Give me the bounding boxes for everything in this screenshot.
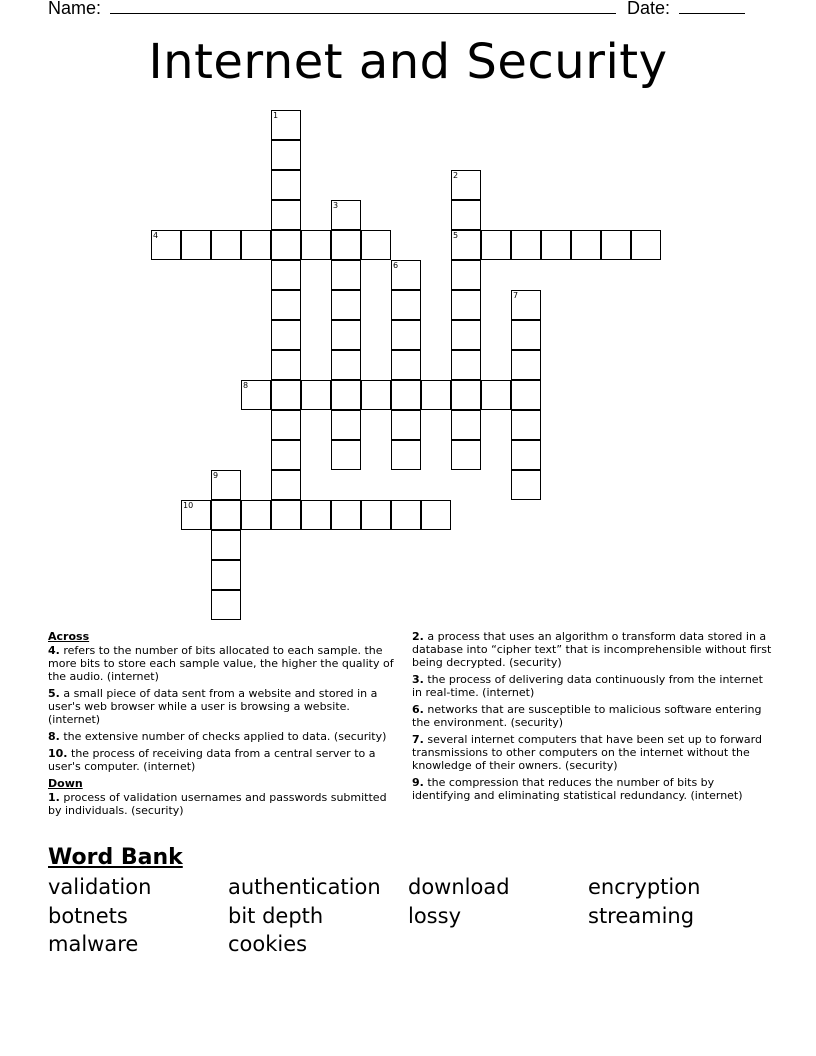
grid-cell[interactable] xyxy=(451,230,481,260)
across-clue-list xyxy=(48,644,400,773)
clue-number: 10. xyxy=(48,747,68,760)
grid-cell[interactable] xyxy=(271,440,301,470)
grid-cell[interactable] xyxy=(451,200,481,230)
grid-cell[interactable] xyxy=(451,320,481,350)
clue-text: refers to the number of bits allocated to each sample. the more bits to store each sample value, the higher the quality of the audio. (internet) xyxy=(48,644,394,683)
clue-number: 8. xyxy=(48,730,60,743)
grid-cell[interactable] xyxy=(601,230,631,260)
word-bank-item: encryption xyxy=(588,875,701,899)
name-label: Name: xyxy=(48,0,102,18)
word-bank-item: download xyxy=(408,875,510,899)
clue-text: the compression that reduces the number of bits by identifying and eliminating statistical redundancy. (internet) xyxy=(412,776,743,802)
down-clue xyxy=(48,791,400,817)
grid-cell[interactable] xyxy=(451,260,481,290)
across-heading: Across xyxy=(48,630,90,643)
grid-cell[interactable] xyxy=(361,230,391,260)
clue-number: 5. xyxy=(48,687,60,700)
grid-cell[interactable] xyxy=(211,590,241,620)
clue-text: the extensive number of checks applied to data. (security) xyxy=(63,730,387,743)
clue-number: 10 xyxy=(183,501,194,510)
grid-cell[interactable] xyxy=(241,230,271,260)
grid-cell[interactable] xyxy=(211,470,241,500)
word-bank-item: validation xyxy=(48,875,152,899)
grid-cell[interactable] xyxy=(391,260,421,290)
grid-cell[interactable] xyxy=(481,230,511,260)
word-bank-item: cookies xyxy=(228,932,308,956)
date-blank[interactable] xyxy=(679,0,745,14)
word-bank-item: bit depth xyxy=(228,903,324,928)
grid-cell[interactable] xyxy=(301,380,331,410)
name-field[interactable] xyxy=(48,0,616,19)
grid-cell[interactable] xyxy=(331,200,361,230)
grid-cell[interactable] xyxy=(421,380,451,410)
clue-number: 2. xyxy=(412,630,424,643)
grid-cell[interactable] xyxy=(391,440,421,470)
grid-cell[interactable] xyxy=(331,500,361,530)
date-field[interactable] xyxy=(627,0,745,19)
grid-cell[interactable] xyxy=(391,350,421,380)
clue-number: 5 xyxy=(453,231,459,240)
down-clue xyxy=(412,733,772,772)
grid-cell[interactable] xyxy=(271,140,301,170)
clue-number: 1. xyxy=(48,791,60,804)
grid-cell[interactable] xyxy=(451,350,481,380)
grid-cell[interactable] xyxy=(361,380,391,410)
grid-cell[interactable] xyxy=(211,560,241,590)
grid-cell[interactable] xyxy=(511,320,541,350)
grid-cell[interactable] xyxy=(151,230,181,260)
clue-number: 4 xyxy=(153,231,159,240)
grid-cell[interactable] xyxy=(451,290,481,320)
grid-cell[interactable] xyxy=(421,500,451,530)
grid-cell[interactable] xyxy=(631,230,661,260)
word-bank-item: lossy xyxy=(408,903,461,928)
down-clue xyxy=(412,673,772,699)
across-clue xyxy=(48,747,400,773)
grid-cell[interactable] xyxy=(451,440,481,470)
clue-text: a process that uses an algorithm o transform data stored in a database into “cipher text” that is incomprehensible without first being decrypted. (security) xyxy=(412,630,772,669)
across-clue xyxy=(48,687,400,726)
grid-cell[interactable] xyxy=(271,470,301,500)
across-clue xyxy=(48,644,400,683)
clue-text: the process of receiving data from a central server to a user's computer. (internet) xyxy=(48,747,376,773)
word-bank-item: streaming xyxy=(588,903,695,928)
grid-cell[interactable] xyxy=(331,260,361,290)
grid-cell[interactable] xyxy=(271,500,301,530)
grid-cell[interactable] xyxy=(391,290,421,320)
grid-cell[interactable] xyxy=(271,290,301,320)
clue-number: 9 xyxy=(213,471,219,480)
down-heading: Down xyxy=(48,777,83,790)
word-bank-item: authentication xyxy=(228,875,381,899)
grid-cell[interactable] xyxy=(271,200,301,230)
down-clue-list-continued xyxy=(412,630,772,802)
grid-cell[interactable] xyxy=(271,410,301,440)
page-title: Internet and Security xyxy=(148,34,668,90)
across-clue xyxy=(48,730,400,743)
clue-text: process of validation usernames and passwords submitted by individuals. (security) xyxy=(48,791,387,817)
clues-left-column xyxy=(48,630,400,821)
clue-number: 7 xyxy=(513,291,519,300)
grid-cell[interactable] xyxy=(391,380,421,410)
clue-text: a small piece of data sent from a website and stored in a user's web browser while a user is browsing a website. (internet) xyxy=(48,687,378,726)
clue-number: 1 xyxy=(273,111,279,120)
clue-text: the process of delivering data continuously from the internet in real-time. (internet) xyxy=(412,673,763,699)
grid-cell[interactable] xyxy=(181,230,211,260)
grid-cell[interactable] xyxy=(481,380,511,410)
grid-cell[interactable] xyxy=(331,410,361,440)
grid-cell[interactable] xyxy=(511,380,541,410)
down-clue-list xyxy=(48,791,400,817)
grid-cell[interactable] xyxy=(451,410,481,440)
clue-number: 3 xyxy=(333,201,339,210)
grid-cell[interactable] xyxy=(541,230,571,260)
grid-cell[interactable] xyxy=(331,380,361,410)
clue-number: 8 xyxy=(243,381,249,390)
word-bank-item: malware xyxy=(48,932,139,956)
grid-cell[interactable] xyxy=(451,170,481,200)
grid-cell[interactable] xyxy=(511,440,541,470)
word-bank-item: botnets xyxy=(48,903,128,928)
date-label: Date: xyxy=(627,0,671,18)
clue-number: 6 xyxy=(393,261,399,270)
grid-cell[interactable] xyxy=(451,380,481,410)
grid-cell[interactable] xyxy=(181,500,211,530)
clue-number: 7. xyxy=(412,733,424,746)
grid-cell[interactable] xyxy=(511,290,541,320)
down-clue xyxy=(412,630,772,669)
down-clue xyxy=(412,776,772,802)
grid-cell[interactable] xyxy=(331,320,361,350)
grid-cell[interactable] xyxy=(391,500,421,530)
grid-cell[interactable] xyxy=(391,410,421,440)
grid-cell[interactable] xyxy=(301,500,331,530)
grid-cell[interactable] xyxy=(211,230,241,260)
grid-cell[interactable] xyxy=(511,470,541,500)
grid-cell[interactable] xyxy=(511,350,541,380)
clue-text: several internet computers that have been set up to forward transmissions to other computers on the internet without the knowledge of their owners. (security) xyxy=(412,733,762,772)
clue-text: networks that are susceptible to malicious software entering the environment. (security) xyxy=(412,703,762,729)
grid-cell[interactable] xyxy=(511,410,541,440)
clue-number: 9. xyxy=(412,776,424,789)
grid-cell[interactable] xyxy=(271,380,301,410)
grid-cell[interactable] xyxy=(331,290,361,320)
clues-right-column xyxy=(412,630,772,806)
clue-number: 3. xyxy=(412,673,424,686)
clue-number: 4. xyxy=(48,644,60,657)
grid-cell[interactable] xyxy=(211,530,241,560)
grid-cell[interactable] xyxy=(361,500,391,530)
grid-cell[interactable] xyxy=(571,230,601,260)
grid-cell[interactable] xyxy=(331,230,361,260)
grid-cell[interactable] xyxy=(271,320,301,350)
grid-cell[interactable] xyxy=(391,320,421,350)
grid-cell[interactable] xyxy=(511,230,541,260)
grid-cell[interactable] xyxy=(331,350,361,380)
grid-cell[interactable] xyxy=(271,260,301,290)
grid-cell[interactable] xyxy=(271,230,301,260)
grid-cell[interactable] xyxy=(241,380,271,410)
grid-cell[interactable] xyxy=(331,440,361,470)
grid-cell[interactable] xyxy=(271,350,301,380)
grid-cell[interactable] xyxy=(301,230,331,260)
name-blank[interactable] xyxy=(110,0,616,14)
grid-cell[interactable] xyxy=(211,500,241,530)
grid-cell[interactable] xyxy=(271,110,301,140)
down-clue xyxy=(412,703,772,729)
clue-number: 2 xyxy=(453,171,459,180)
clue-number: 6. xyxy=(412,703,424,716)
grid-cell[interactable] xyxy=(271,170,301,200)
grid-cell[interactable] xyxy=(241,500,271,530)
word-bank-title: Word Bank xyxy=(48,845,183,870)
